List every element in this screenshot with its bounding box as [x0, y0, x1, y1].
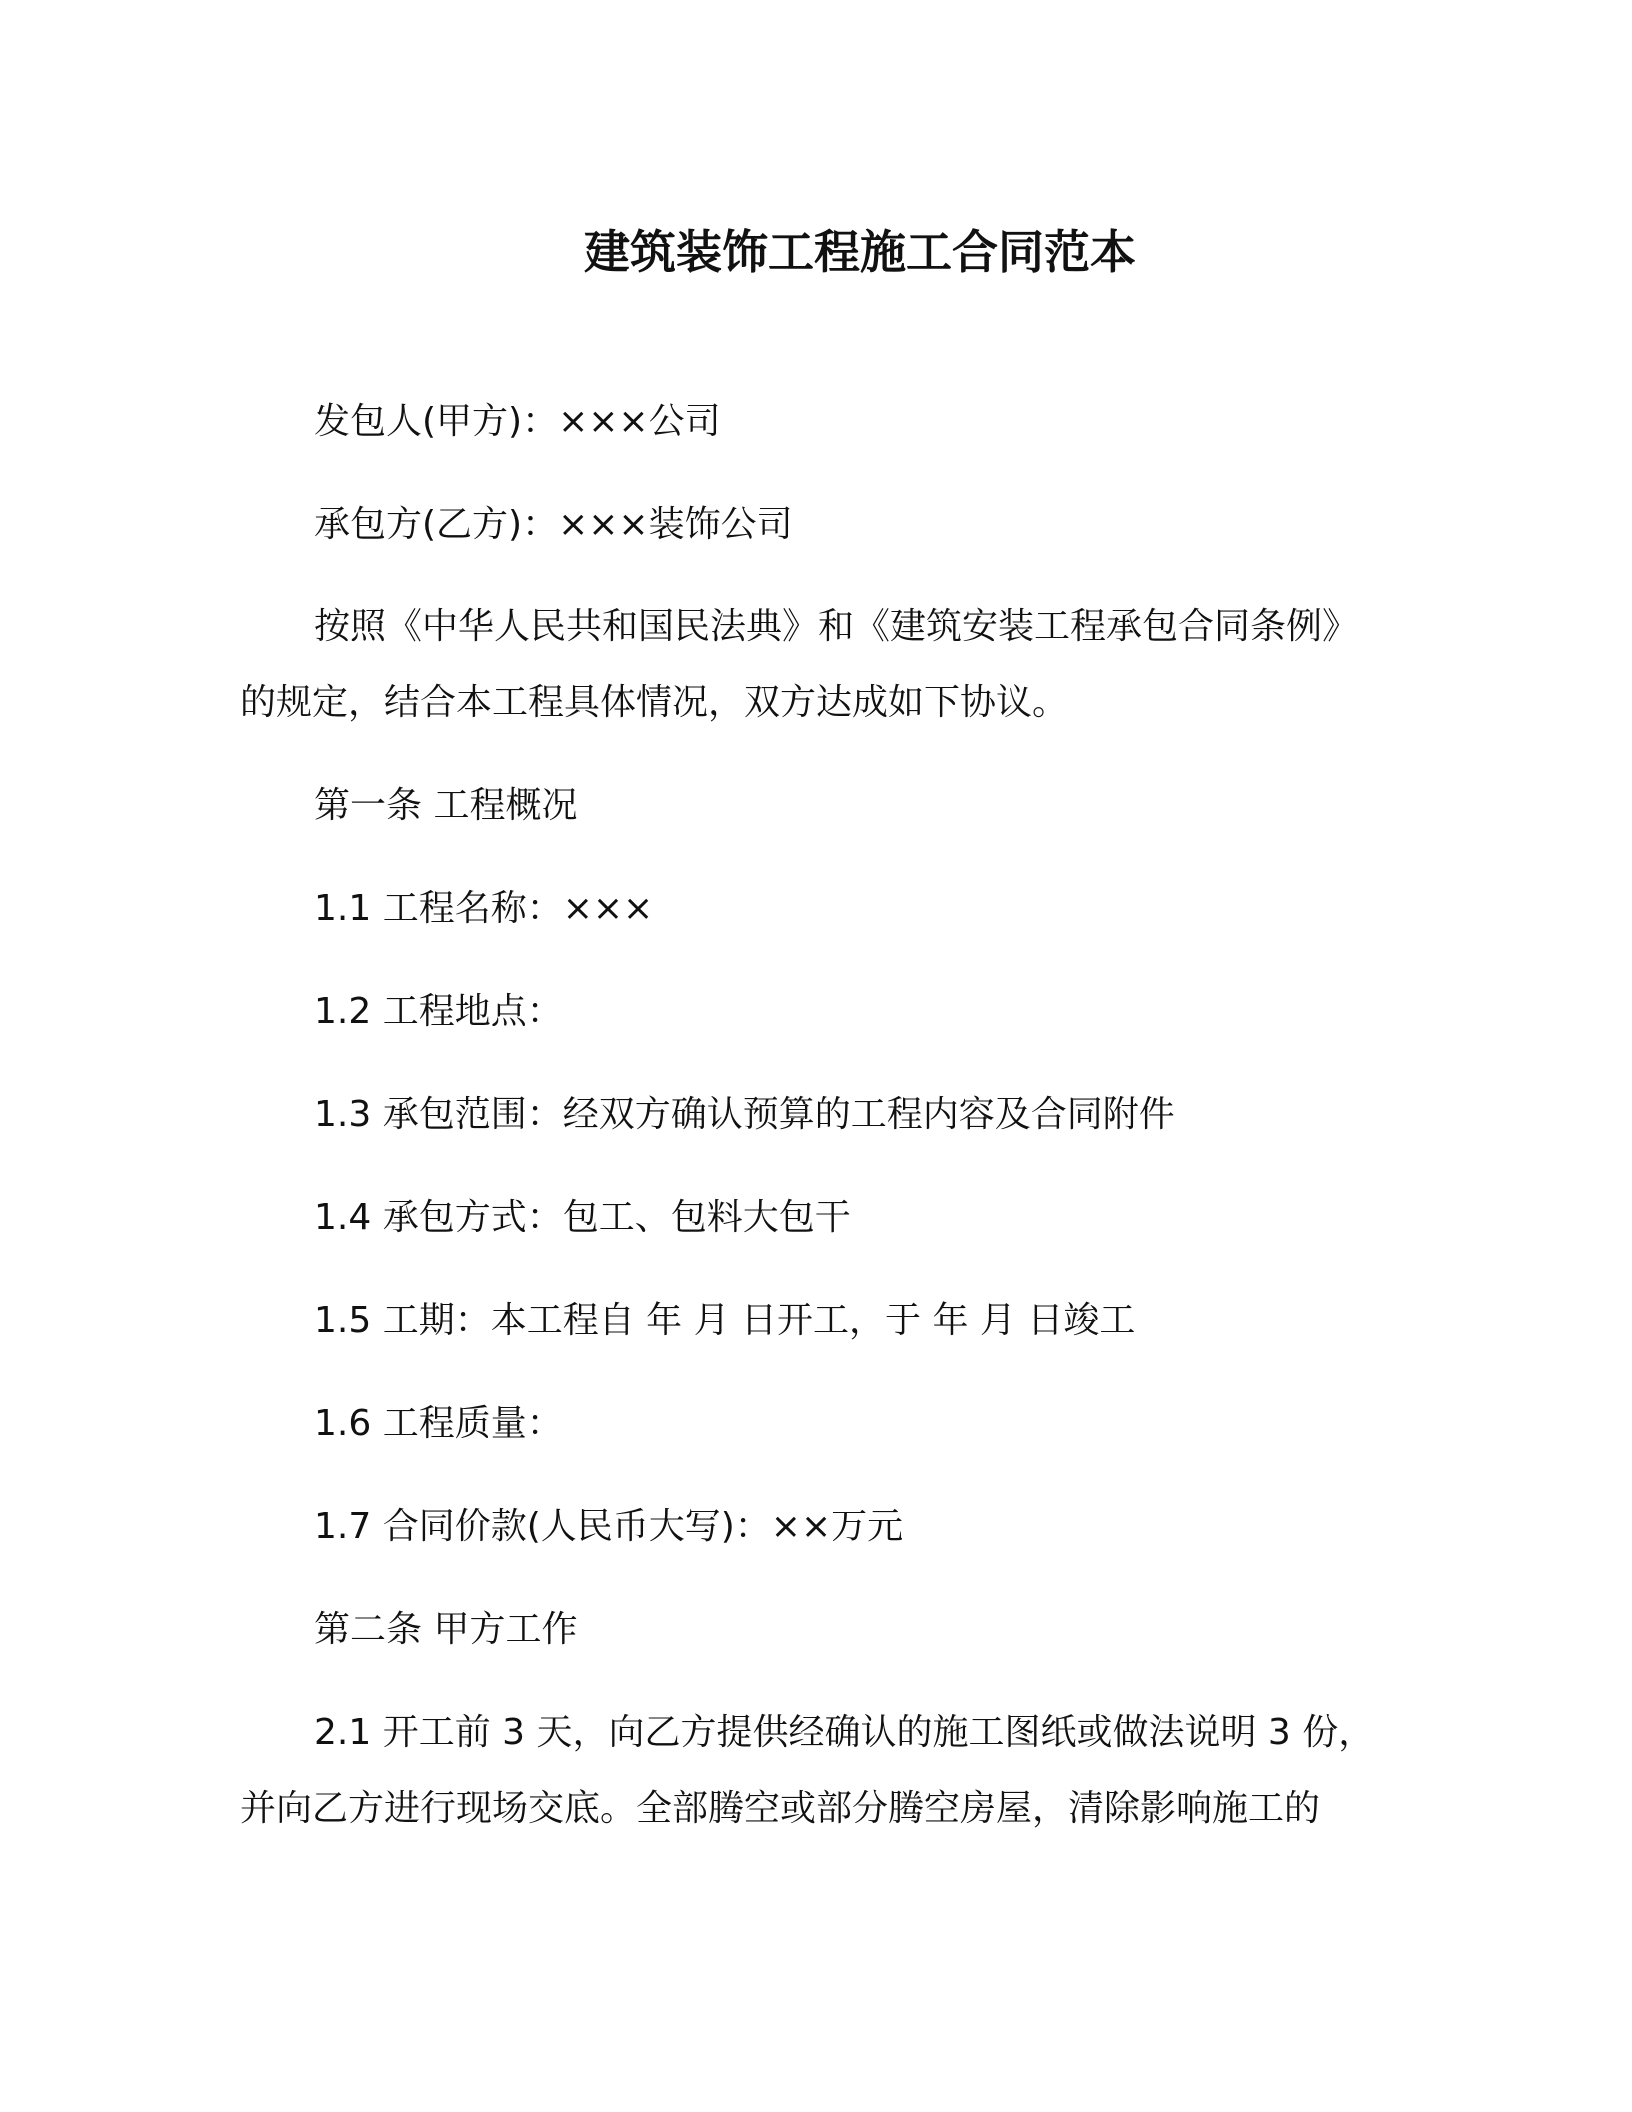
clause-1-3: 1.3 承包范围：经双方确认预算的工程内容及合同附件	[314, 1094, 1175, 1135]
preamble-line-1: 按照《中华人民共和国民法典》和《建筑安装工程承包合同条例》	[314, 606, 1359, 647]
clause-1-1: 1.1 工程名称：×××	[314, 888, 654, 929]
clause-1-5: 1.5 工期：本工程自 年 月 日开工，于 年 月 日竣工	[314, 1300, 1136, 1341]
clause-1-2: 1.2 工程地点：	[314, 991, 563, 1032]
article-2-heading: 第二条 甲方工作	[314, 1609, 578, 1650]
clause-1-7: 1.7 合同价款(人民币大写)：××万元	[314, 1506, 904, 1547]
preamble-line-2: 的规定，结合本工程具体情况，双方达成如下协议。	[240, 682, 1069, 723]
clause-2-1-line-1: 2.1 开工前 3 天，向乙方提供经确认的施工图纸或做法说明 3 份，	[314, 1712, 1375, 1753]
party-b-line: 承包方(乙方)：×××装饰公司	[314, 504, 793, 545]
clause-2-1-line-2: 并向乙方进行现场交底。全部腾空或部分腾空房屋，清除影响施工的	[240, 1788, 1321, 1829]
party-a-line: 发包人(甲方)：×××公司	[314, 401, 721, 442]
clause-1-4: 1.4 承包方式：包工、包料大包干	[314, 1197, 851, 1238]
clause-1-6: 1.6 工程质量：	[314, 1403, 563, 1444]
article-1-heading: 第一条 工程概况	[314, 785, 578, 826]
document-title: 建筑装饰工程施工合同范本	[584, 225, 1136, 279]
